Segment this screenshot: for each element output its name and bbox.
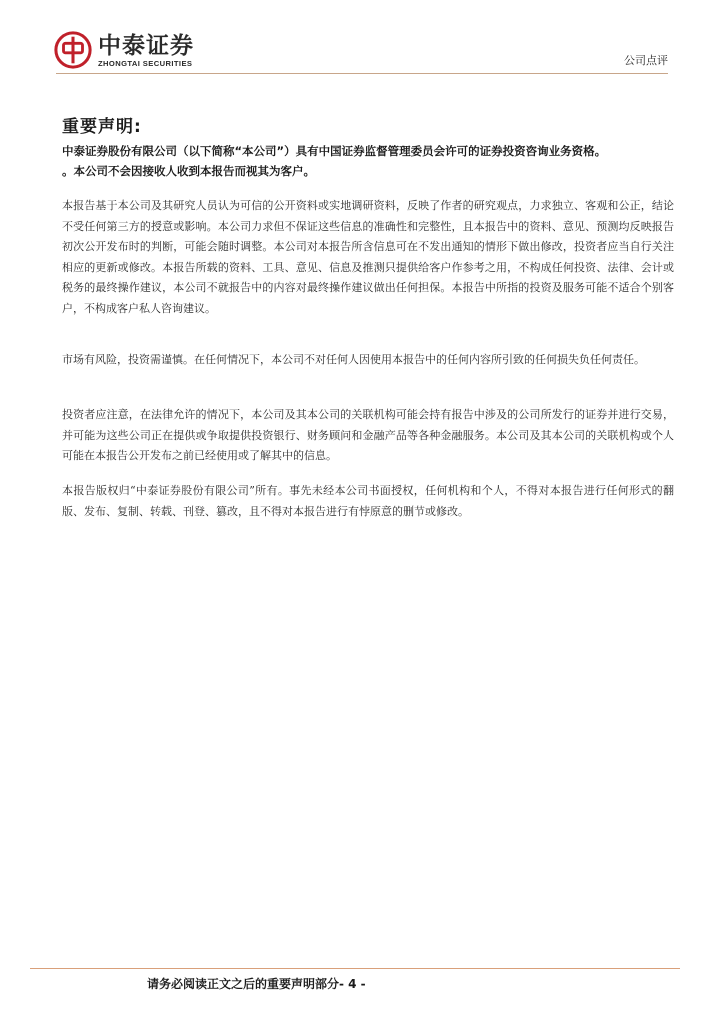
footer-notice: 请务必阅读正文之后的重要声明部分- 4 - bbox=[147, 977, 366, 991]
header-divider bbox=[56, 73, 668, 74]
logo-chinese-name: 中泰证券 bbox=[98, 32, 194, 59]
logo-english-name: ZHONGTAI SECURITIES bbox=[98, 58, 193, 68]
disclaimer-paragraph: 本报告基于本公司及其研究人员认为可信的公开资料或实地调研资料，反映了作者的研究观点，力求独立、客观和公正，结论不受任何第三方的授意或影响。本公司力求但不保证这些信息的准确性和完整性，且本报告中的资料、意见、预测均反映报告初次公开发布时的判断，可能会随时调整。本公司对本报告所含信息可在不发出通知的情形下做出修改，投资者应当自行关注相应的更新或修改。本报告所载的资料、工具、意见、信息及推测只提供给客户作参考之用，不构成任何投资、法律、会计或税务的最终操作建议，本公司不就报告中的内容对最终操作建议做出任何担保。本报告中所指的投资及服务可能不适合个别客户，不构成客户私人咨询建议。 bbox=[62, 199, 674, 315]
company-logo bbox=[54, 30, 194, 70]
section-title: 重要声明: bbox=[62, 117, 142, 137]
risk-warning-paragraph: 市场有风险，投资需谨慎。在任何情况下，本公司不对任何人因使用本报告中的任何内容所引致的任何损失负任何责任。 bbox=[62, 353, 645, 366]
zhongtai-logo-icon bbox=[54, 31, 92, 69]
qualification-line-1: 中泰证券股份有限公司（以下简称“本公司”）具有中国证券监督管理委员会许可的证券投资咨询业务资格。 bbox=[62, 144, 607, 158]
copyright-paragraph: 本报告版权归“中泰证券股份有限公司”所有。事先未经本公司书面授权，任何机构和个人，不得对本报告进行任何形式的翻版、发布、复制、转载、刊登、篡改，且不得对本报告进行有悖原意的删节或修改。 bbox=[62, 484, 674, 518]
document-type-label: 公司点评 bbox=[624, 54, 668, 67]
qualification-statement bbox=[62, 141, 672, 181]
qualification-line-2: 。本公司不会因接收人收到本报告而视其为客户。 bbox=[62, 164, 315, 178]
logo-text bbox=[98, 33, 194, 68]
conflict-of-interest-paragraph: 投资者应注意，在法律允许的情况下，本公司及其本公司的关联机构可能会持有报告中涉及的公司所发行的证券并进行交易，并可能为这些公司正在提供或争取提供投资银行、财务顾问和金融产品等各种金融服务。本公司及其本公司的关联机构或个人可能在本报告公开发布之前已经使用或了解其中的信息。 bbox=[62, 408, 674, 462]
footer-divider bbox=[30, 968, 680, 969]
